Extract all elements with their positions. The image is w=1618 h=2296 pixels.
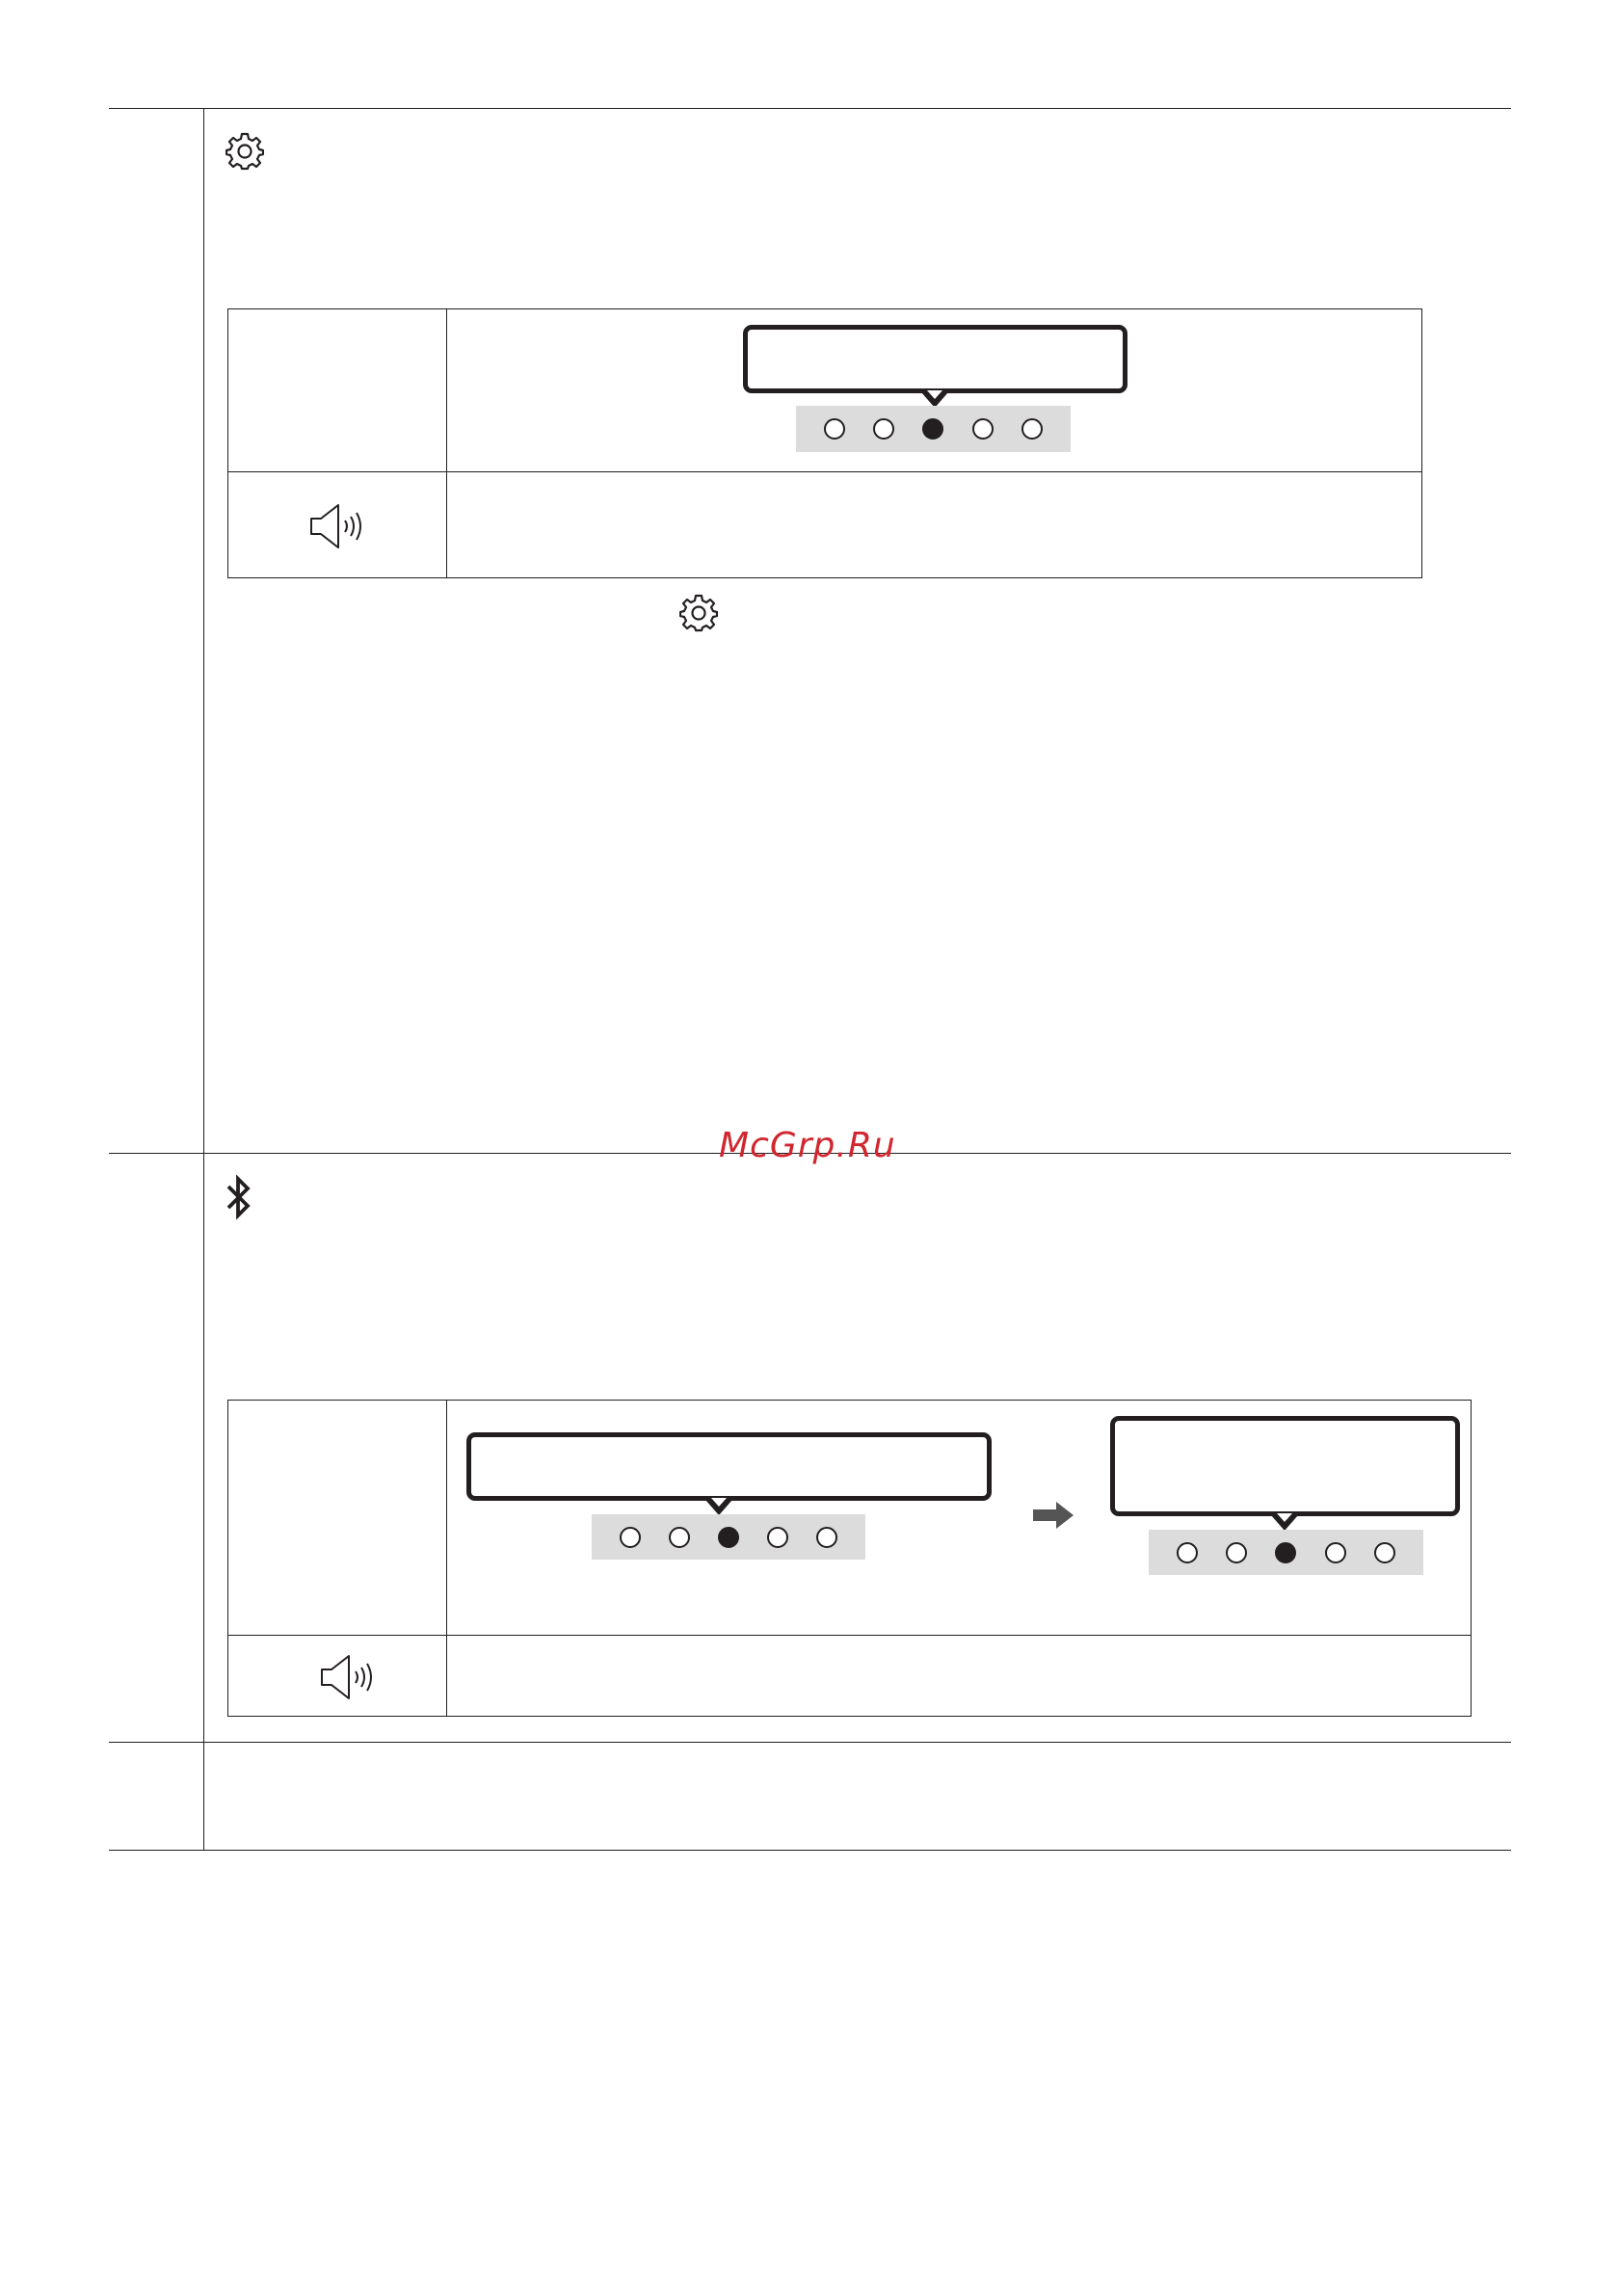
led-dot-unlit	[824, 418, 845, 440]
led-dot-unlit	[1226, 1542, 1247, 1563]
watermark-text: McGrp.Ru	[719, 1126, 896, 1165]
led-dot-lit	[718, 1527, 739, 1548]
led-dot-lit	[1275, 1542, 1296, 1563]
table-column-separator	[446, 309, 447, 577]
led-dot-unlit	[816, 1527, 837, 1548]
arrow-right-icon	[1031, 1499, 1075, 1532]
led-indicator-bar	[1149, 1530, 1423, 1575]
led-dot-unlit	[873, 418, 894, 440]
table-column-separator	[446, 1401, 447, 1716]
column-divider	[203, 108, 204, 1850]
led-dot-unlit	[1325, 1542, 1346, 1563]
led-dot-unlit	[1374, 1542, 1395, 1563]
speaker-icon	[309, 502, 369, 550]
led-indicator-bar	[592, 1514, 865, 1560]
bluetooth-icon	[224, 1174, 254, 1220]
led-dot-unlit	[1021, 418, 1043, 440]
led-dot-unlit	[767, 1527, 788, 1548]
settings-feedback-table	[227, 308, 1422, 578]
notes-row	[205, 1744, 1511, 1848]
display-speech-bubble	[466, 1432, 992, 1501]
table-row-separator	[228, 1635, 1471, 1636]
gear-icon	[679, 594, 718, 632]
led-dot-unlit	[972, 418, 994, 440]
led-indicator-bar	[796, 406, 1071, 452]
rule-lower-divider	[109, 1742, 1511, 1743]
speaker-icon	[320, 1653, 380, 1701]
led-dot-unlit	[1177, 1542, 1198, 1563]
led-dot-unlit	[669, 1527, 690, 1548]
display-speech-bubble	[743, 325, 1127, 393]
table-row-separator	[228, 471, 1421, 472]
led-dot-unlit	[620, 1527, 641, 1548]
led-dot-lit	[922, 418, 943, 440]
rule-bottom	[109, 1850, 1511, 1851]
gear-icon	[225, 132, 264, 171]
bluetooth-feedback-table	[227, 1400, 1472, 1717]
display-speech-bubble	[1110, 1416, 1460, 1516]
rule-top	[109, 108, 1511, 109]
